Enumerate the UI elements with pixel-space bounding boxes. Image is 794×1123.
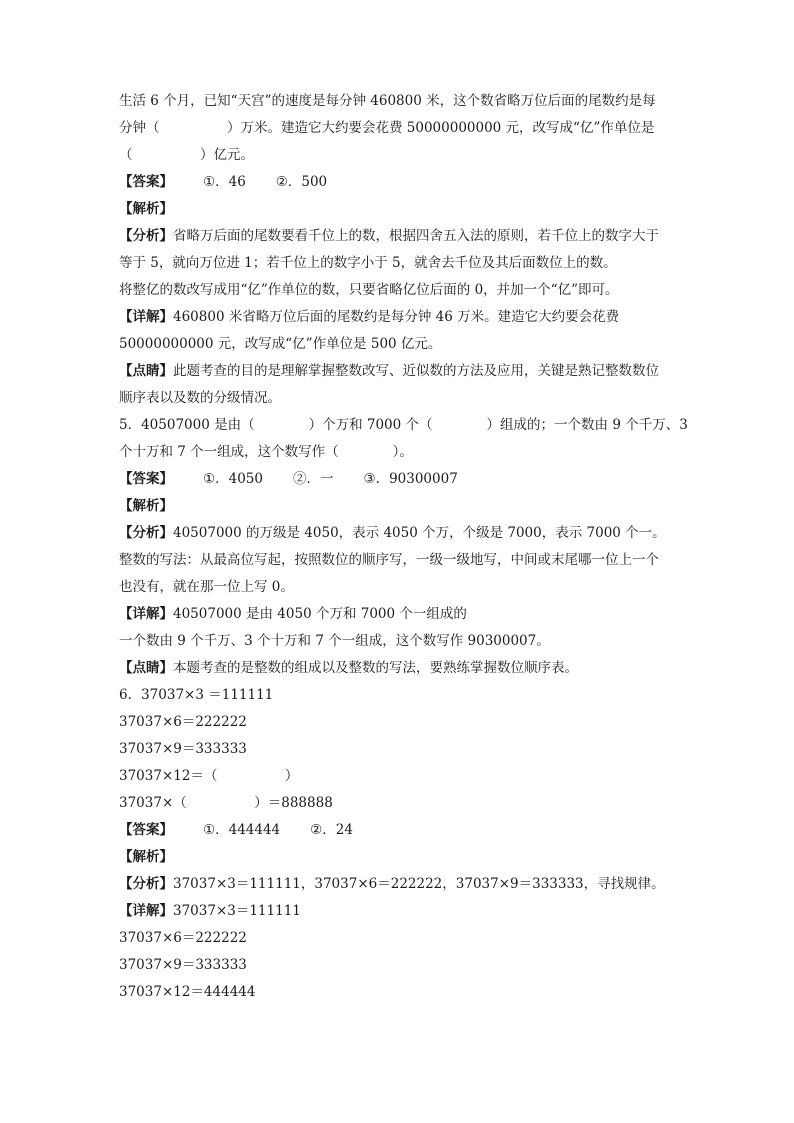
analysis-tag: 【解析】 [119, 498, 173, 514]
remark-tag: 【点睛】 [119, 660, 173, 676]
question-6-line-2: 37037×6＝222222 [119, 714, 247, 730]
answer-4 [119, 169, 679, 196]
analysis-4-heading [119, 196, 679, 223]
question-4-line-1: 生活 6 个月，已知“天宫”的速度是每分钟 460800 米，这个数省略万位后面的尾数约是每 [119, 93, 656, 109]
analysis-4-line-3: 将整亿的数改写成用“亿”作单位的数，只要省略亿位后面的 0，并加一个“亿”即可。 [119, 282, 619, 298]
detail-tag: 【详解】 [119, 606, 173, 622]
answer-item: ①．4050 [203, 471, 263, 487]
detail-6-line-1: 【详解】37037×3＝111111 [119, 903, 301, 919]
analysis-4-line-1: 【分析】省略万后面的尾数要看千位上的数，根据四舍五入法的原则，若千位上的数字大于 [119, 228, 659, 244]
question-4-line-2: 分钟（ ）万米。建造它大约要会花费 50000000000 元，改写成“亿”作单位是 [119, 120, 655, 136]
detail-6-line-4: 37037×12＝444444 [119, 984, 256, 1000]
detail-4-line-2: 50000000000 元，改写成“亿”作单位是 500 亿元。 [119, 336, 442, 352]
answer-item: ①．46 [203, 174, 246, 190]
document-page [119, 88, 688, 1006]
detail-tag: 【详解】 [119, 309, 173, 325]
analysis-5-heading [119, 493, 679, 520]
question-5-line-2: 个十万和 7 个一组成，这个数写作（ ）。 [119, 444, 413, 460]
answer-tag: 【答案】 [119, 471, 173, 487]
fenxi-tag: 【分析】 [119, 525, 173, 541]
answer-tag: 【答案】 [119, 174, 173, 190]
question-6-line-4: 37037×12＝（ ） [119, 768, 299, 784]
fenxi-tag: 【分析】 [119, 228, 173, 244]
question-5-line-1: 5．40507000 是由（ ）个万和 7000 个（ ）组成的；一个数由 9 个千万、3 [119, 417, 688, 433]
analysis-tag: 【解析】 [119, 201, 173, 217]
remark-5: 【点睛】本题考查的是整数的组成以及整数的写法，要熟练掌握数位顺序表。 [119, 660, 578, 676]
answer-item: ③．90300007 [363, 471, 458, 487]
question-6-line-5: 37037×（ ）＝888888 [119, 795, 333, 811]
fenxi-tag: 【分析】 [119, 876, 173, 892]
answer-item: ①．444444 [203, 822, 281, 838]
answer-item: ②．一 [292, 471, 334, 487]
detail-tag: 【详解】 [119, 903, 173, 919]
remark-4-line-1: 【点睛】此题考查的目的是理解掌握整数改写、近似数的方法及应用，关键是熟记整数数位 [119, 363, 659, 379]
detail-6-line-2: 37037×6＝222222 [119, 930, 247, 946]
analysis-4-line-2: 等于 5，就向万位进 1；若千位上的数字小于 5，就舍去千位及其后面数位上的数。 [119, 255, 617, 271]
analysis-tag: 【解析】 [119, 849, 173, 865]
detail-6-line-3: 37037×9＝333333 [119, 957, 247, 973]
detail-5-line-1: 【详解】40507000 是由 4050 个万和 7000 个一组成的 [119, 606, 467, 622]
analysis-6-heading [119, 844, 679, 871]
answer-item: ②．500 [275, 174, 328, 190]
detail-4-line-1: 【详解】460800 米省略万位后面的尾数约是每分钟 46 万米。建造它大约要会花费 [119, 309, 620, 325]
detail-5-line-2: 一个数由 9 个千万、3 个十万和 7 个一组成，这个数写作 90300007。 [119, 633, 550, 649]
analysis-6: 【分析】37037×3＝111111，37037×6＝222222，37037×9＝333333，寻找规律。 [119, 876, 665, 892]
answer-tag: 【答案】 [119, 822, 173, 838]
analysis-5-line-1: 【分析】40507000 的万级是 4050，表示 4050 个万，个级是 7000，表示 7000 个一。 [119, 525, 666, 541]
question-6-line-1: 6．37037×3 ＝111111 [119, 687, 274, 703]
analysis-5-line-3: 也没有，就在那一位上写 0。 [119, 579, 294, 595]
analysis-5-line-2: 整数的写法：从最高位写起，按照数位的顺序写，一级一级地写，中间或末尾哪一位上一个 [119, 552, 659, 568]
answer-item: ②．24 [310, 822, 353, 838]
answer-6 [119, 817, 679, 844]
remark-4-line-2: 顺序表以及数的分级情况。 [119, 390, 281, 406]
question-4-line-3: （ ）亿元。 [119, 147, 254, 163]
remark-tag: 【点睛】 [119, 363, 173, 379]
question-6-line-3: 37037×9＝333333 [119, 741, 247, 757]
answer-5 [119, 466, 679, 493]
